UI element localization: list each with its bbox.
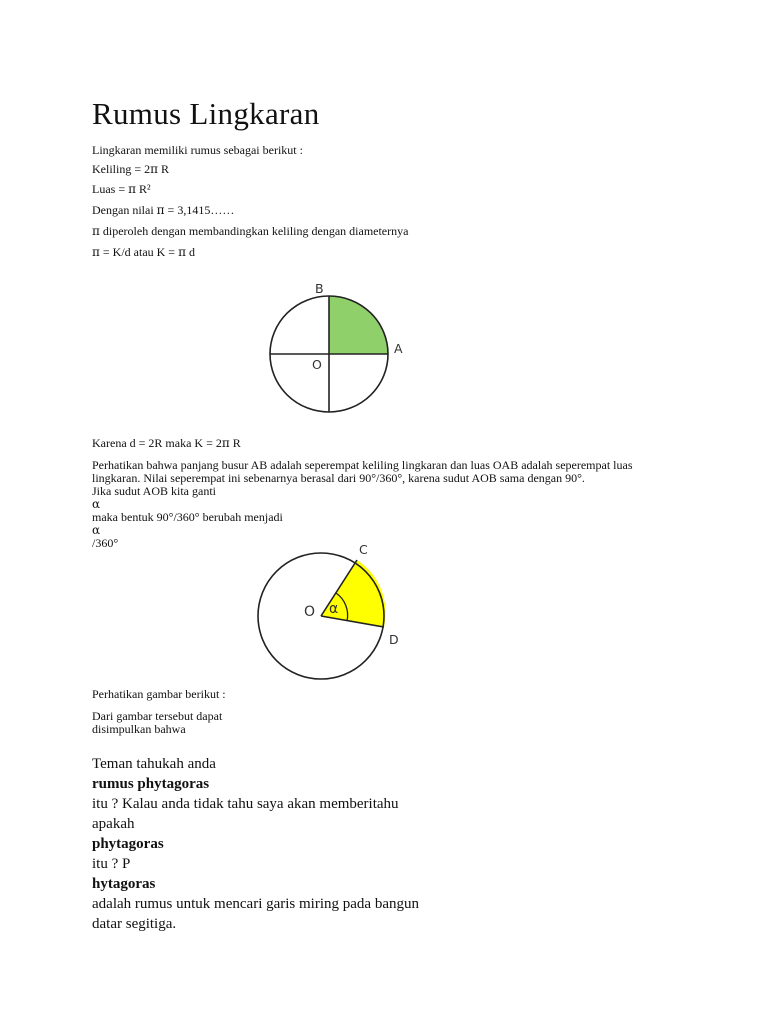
formula-text: d (185, 245, 195, 259)
pi-symbol: π (128, 182, 136, 196)
pi-symbol: π (92, 245, 100, 259)
paragraph-line: datar segitiga. (92, 916, 177, 932)
formula-text: diperoleh dengan membandingkan keliling dengan diameternya (99, 224, 409, 238)
circle-quarter-diagram (262, 276, 422, 421)
formula-text: Dengan nilai (92, 203, 157, 217)
formula-k-d (92, 245, 195, 259)
paragraph-text: Jika sudut AOB kita ganti (92, 484, 216, 498)
label-alpha: α (329, 601, 339, 617)
label-o: O (312, 357, 322, 372)
bold-term: rumus phytagoras (92, 776, 210, 792)
formula-text: Luas = (92, 182, 129, 196)
formula-keliling (92, 162, 169, 176)
perhatikan-text: Perhatikan gambar berikut : (92, 687, 226, 701)
intro-text: Lingkaran memiliki rumus sebagai berikut : (92, 143, 303, 157)
pi-symbol: π (150, 162, 158, 176)
paragraph-line: disimpulkan bahwa (92, 722, 186, 736)
paragraph-line: Perhatikan bahwa panjang busur AB adalah seperempat keliling lingkaran dan luas OAB adalah seperempat luas (92, 458, 633, 472)
paragraph-text: itu ? P (92, 856, 131, 872)
page-title: Rumus Lingkaran (92, 96, 320, 131)
formula-pi-origin (92, 224, 408, 238)
paragraph-text: Teman tahukah anda (92, 756, 216, 772)
formula-text: = K/d atau K = (99, 245, 179, 259)
label-a: A (394, 341, 403, 356)
kesimpulan-text (92, 710, 692, 736)
formula-text: Keliling = 2 (92, 162, 151, 176)
karena-text (92, 436, 241, 450)
pi-symbol: π (221, 436, 230, 450)
pi-symbol: π (156, 203, 165, 217)
paragraph-text: apakah (92, 816, 135, 832)
paragraph-line (92, 814, 692, 914)
label-o: O (304, 604, 316, 620)
quarter-sector (329, 296, 388, 354)
formula-text: R (229, 436, 241, 450)
paragraph-line: lingkaran. Nilai seperempat ini sebenarnya berasal dari 90°/360°, karena sudut AOB sama dengan 90°. (92, 471, 585, 485)
paragraph-text: maka bentuk 90°/360° berubah menjadi (92, 510, 283, 524)
label-d: D (389, 632, 399, 647)
pi-symbol: π (178, 245, 186, 259)
bold-term: hytagoras (92, 876, 156, 892)
formula-text: R² (135, 182, 151, 196)
formula-text: = 3,1415…… (164, 203, 235, 217)
paragraph-line (92, 754, 692, 814)
alpha-symbol: α (92, 523, 101, 537)
paragraph-line (92, 485, 692, 511)
formula-pi-value (92, 203, 234, 217)
paragraph-text: /360° (92, 536, 119, 550)
pi-symbol: π (92, 224, 100, 238)
phytagoras-paragraph (92, 754, 692, 934)
circle-sector-alpha-diagram (252, 537, 412, 685)
paragraph-text: adalah rumus untuk mencari garis miring pada bangun (92, 896, 419, 912)
alpha-symbol: α (92, 497, 101, 511)
label-b: B (315, 281, 324, 296)
formula-text: Karena d = 2R maka K = 2 (92, 436, 222, 450)
bold-term: phytagoras (92, 836, 164, 852)
paragraph-text: itu ? Kalau anda tidak tahu saya akan memberitahu (92, 796, 399, 812)
formula-text: R (158, 162, 170, 176)
paragraph-line: Dari gambar tersebut dapat (92, 709, 223, 723)
formula-luas (92, 182, 151, 196)
label-c: C (359, 542, 368, 557)
